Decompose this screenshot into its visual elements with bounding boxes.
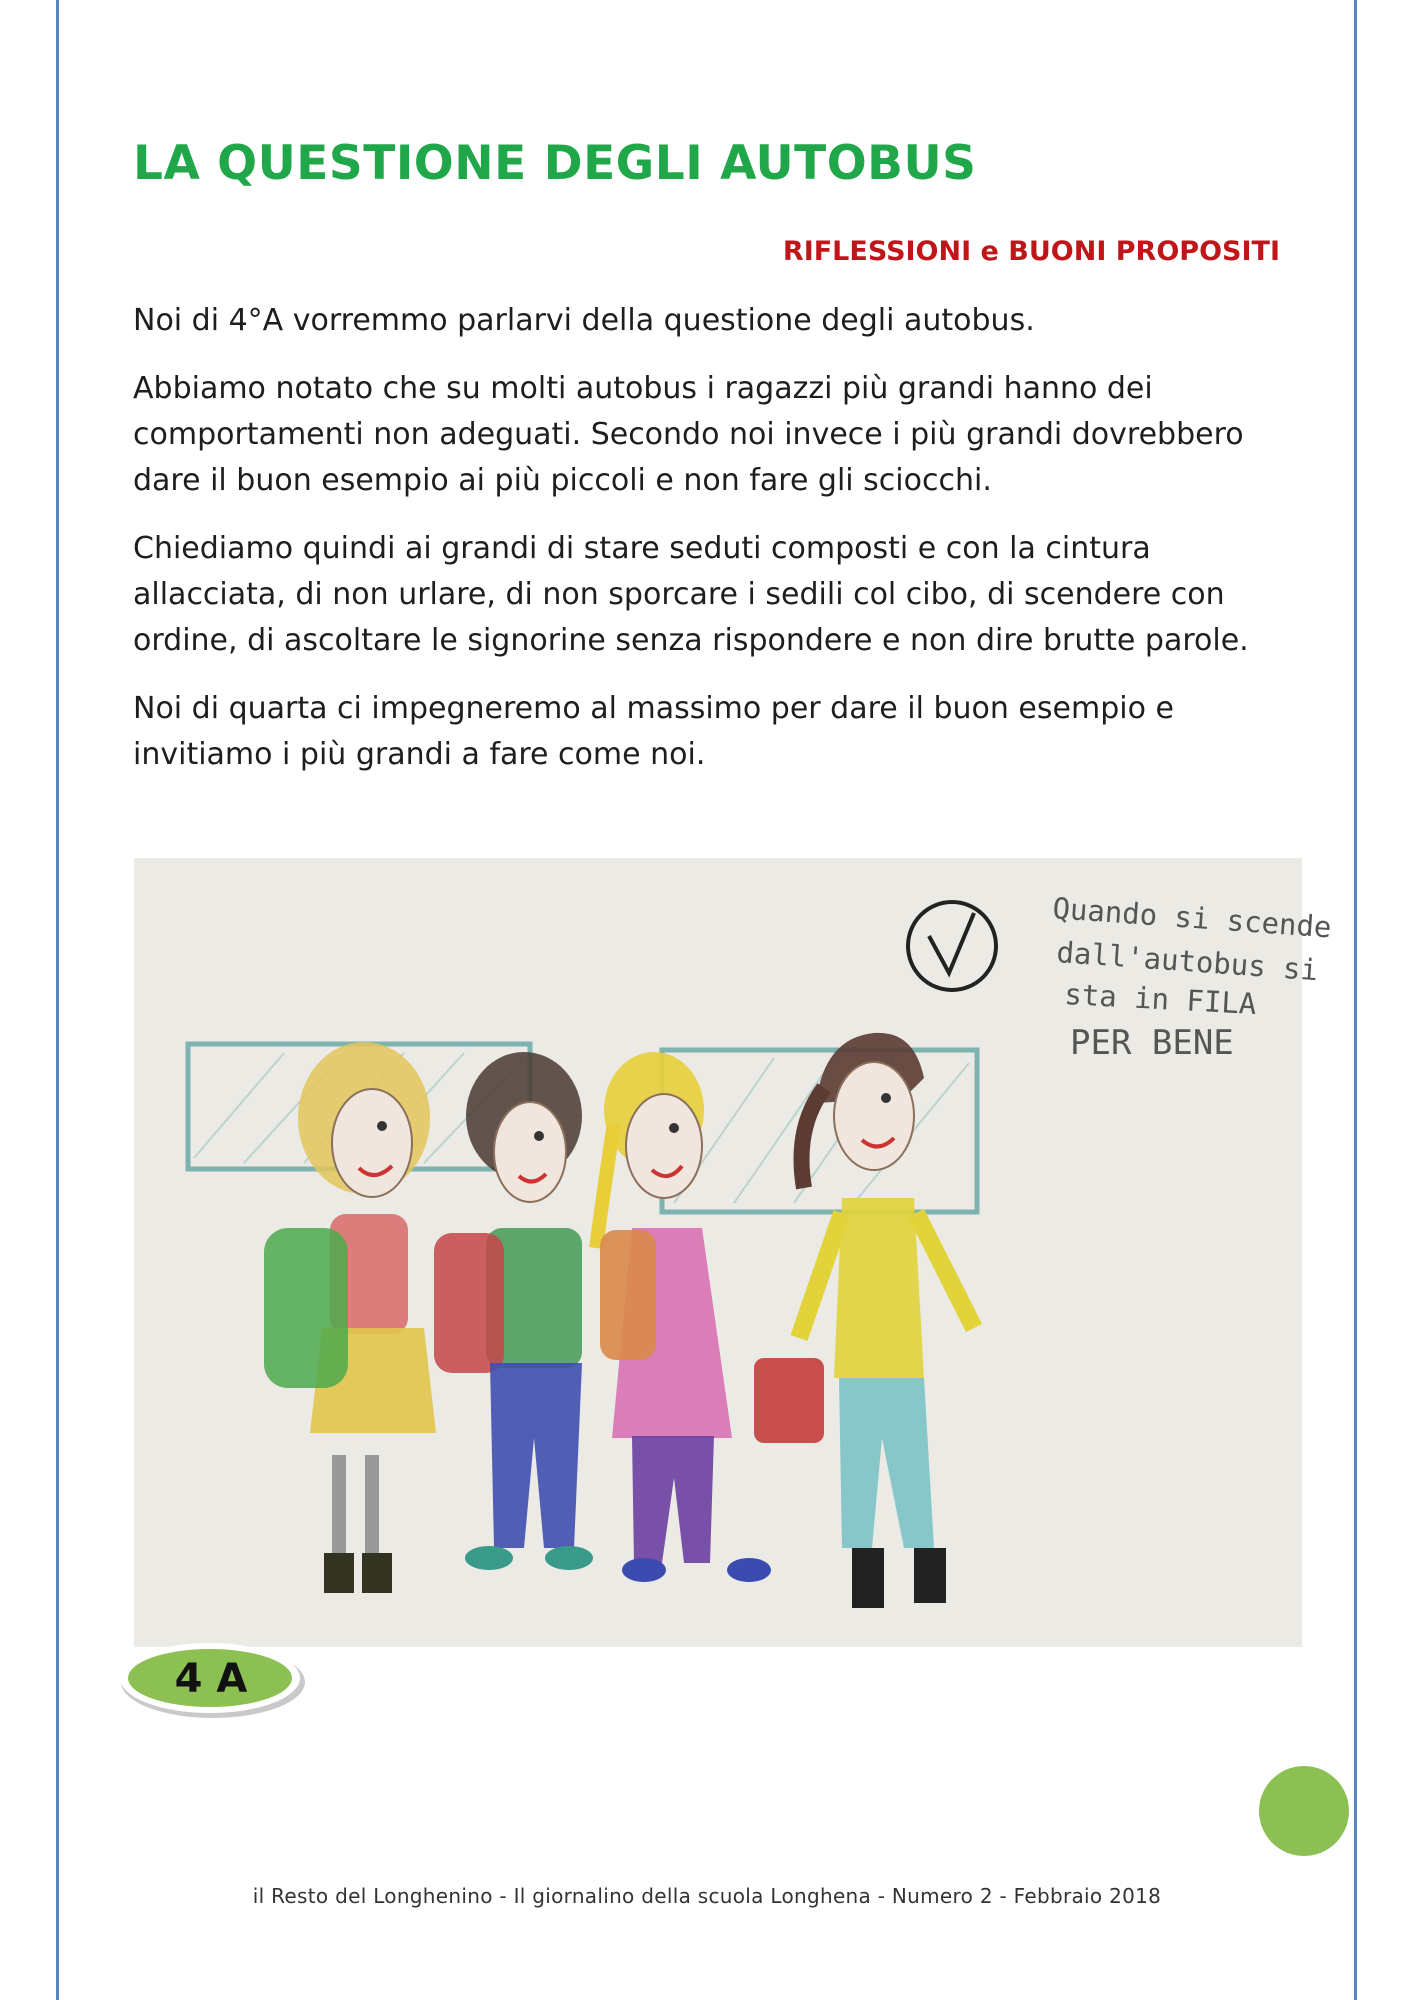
- decorative-dot: [1259, 1766, 1349, 1856]
- paragraph: Noi di quarta ci impegneremo al massimo per dare il buon esempio e invitiamo i più grandi a fare come noi.: [133, 691, 1174, 772]
- caption-line: sta in FILA: [1063, 977, 1258, 1022]
- paragraph: Noi di 4°A vorremmo parlarvi della questione degli autobus.: [133, 303, 1035, 338]
- page-border-left: [56, 0, 59, 2000]
- caption-line: Quando si scende: [1051, 891, 1333, 945]
- paragraph: Abbiamo notato che su molti autobus i ragazzi più grandi hanno dei comportamenti non adeguati. Secondo noi invece i più grandi dovrebbero dare il buon esempio ai più piccoli e non fare gli sciocchi.: [133, 371, 1244, 498]
- class-badge-label: 4 A: [174, 1656, 248, 1702]
- page-footer: il Resto del Longhenino - Il giornalino della scuola Longhena - Numero 2 - Febbraio 2018: [252, 1884, 1162, 1908]
- children-drawing: [134, 858, 1333, 1647]
- paragraph: Chiediamo quindi ai grandi di stare seduti composti e con la cintura allacciata, di non urlare, di non sporcare i sedili col cibo, di scendere con ordine, di ascoltare le signorine senza rispondere e non dire brutte parole.: [133, 531, 1249, 658]
- page-border-right: [1354, 0, 1357, 2000]
- article-body: [133, 298, 1293, 800]
- article-title: LA QUESTIONE DEGLI AUTOBUS: [133, 136, 977, 191]
- caption-line: PER BENE: [1070, 1023, 1234, 1063]
- class-badge: [114, 1638, 308, 1720]
- article-subtitle: RIFLESSIONI e BUONI PROPOSITI: [782, 236, 1280, 267]
- caption-line: dall'autobus si: [1055, 935, 1320, 988]
